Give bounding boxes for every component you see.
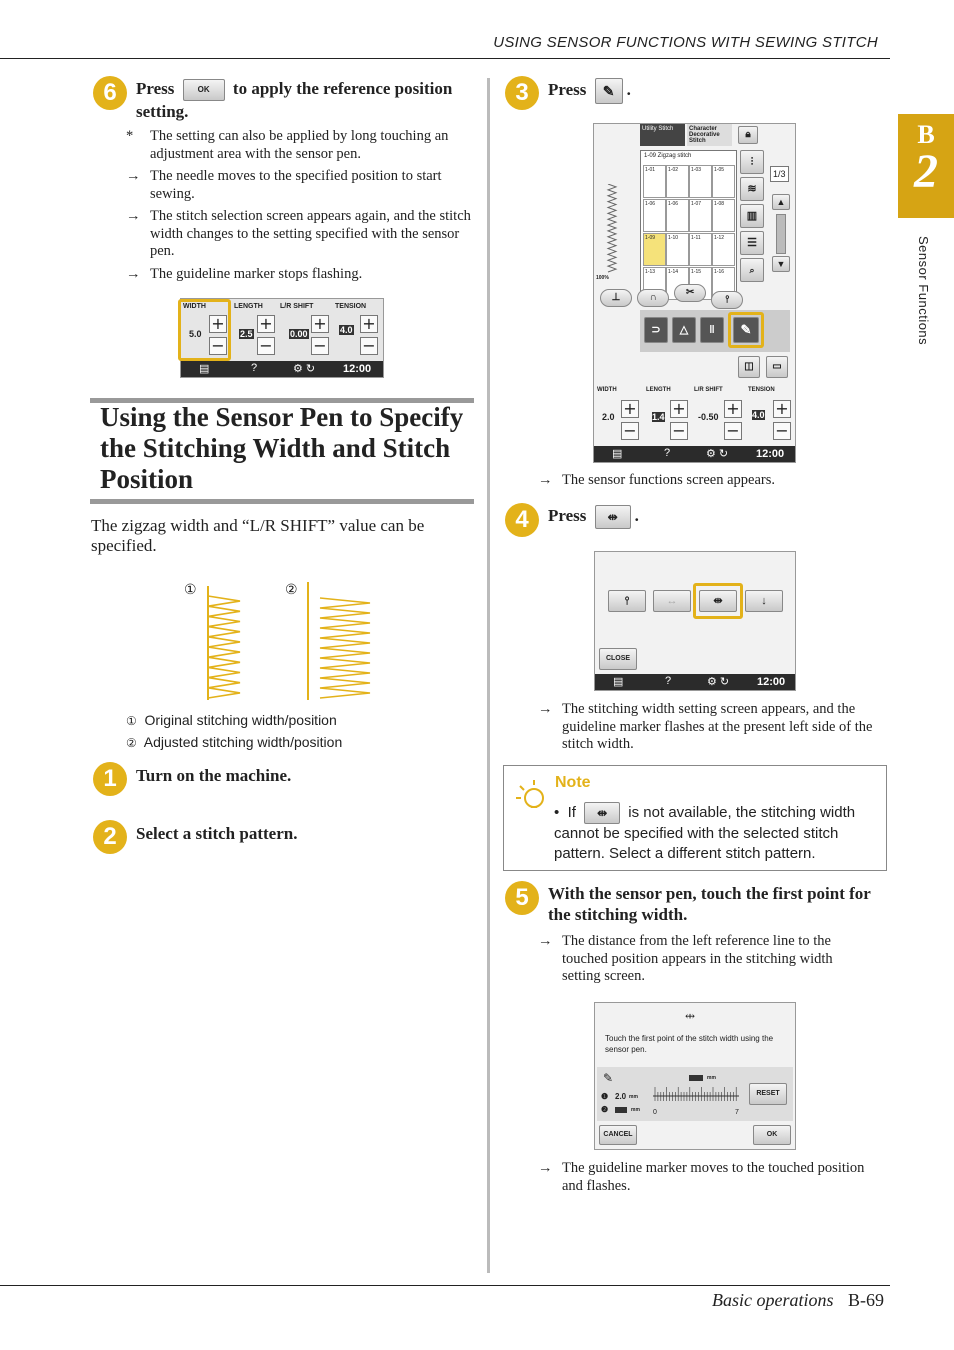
- document-icon: ▤: [613, 676, 624, 688]
- scroll-down-icon: ▼: [772, 256, 790, 272]
- pattern-cell[interactable]: 1-01: [643, 165, 666, 198]
- stitch-position-icon: ↔: [653, 590, 691, 612]
- tension-value: 4.0: [752, 410, 765, 420]
- document-icon: ▤: [199, 363, 210, 375]
- chapter-tab: [898, 114, 954, 218]
- stitch-width-icon: ⇹: [584, 802, 620, 824]
- zoom-level: 100%: [596, 275, 609, 281]
- legend-text: Adjusted stitching width/position: [143, 734, 343, 750]
- width-minus-icon: −: [621, 422, 639, 440]
- width-label: WIDTH: [183, 303, 206, 310]
- category-buttons: [740, 150, 764, 300]
- needle-position-icon: ⊥: [600, 289, 632, 307]
- pattern-cell[interactable]: 1-12: [712, 233, 735, 266]
- intro-text: The zigzag width and “L/R SHIFT” value can be specified.: [91, 516, 425, 555]
- memory-icon: ▭: [766, 356, 788, 378]
- clock: 12:00: [757, 676, 786, 688]
- point-1-value: 2.0: [615, 1092, 627, 1101]
- step-1-badge: 1: [93, 762, 127, 796]
- scrollbar: [776, 214, 786, 254]
- list-category-icon: ☰: [740, 231, 764, 255]
- callout-2: ②: [285, 581, 298, 597]
- sensor-pen-icon: ✎: [595, 78, 623, 104]
- width-value: 5.0: [189, 329, 202, 339]
- final-result: [538, 1160, 884, 1200]
- legend-item: [126, 732, 476, 754]
- list-text: The guideline marker moves to the touched position and flashes.: [562, 1160, 865, 1194]
- step-2-text: Select a stitch pattern.: [136, 824, 298, 843]
- step-6-press: Press: [136, 79, 175, 98]
- pattern-cell[interactable]: 1-06: [643, 199, 666, 232]
- twin-needle-icon: ‖: [700, 317, 724, 343]
- step-4-result: [538, 701, 884, 759]
- lr-minus-icon: −: [724, 422, 742, 440]
- header-rule: [0, 58, 890, 59]
- help-icon: ?: [664, 447, 671, 459]
- tab-character-decorative: Character Decorative Stitch: [687, 124, 732, 146]
- view-icon: ◫: [738, 356, 760, 378]
- list-text: The guideline marker stops flashing.: [150, 265, 363, 282]
- step-3-press: Press: [548, 79, 587, 99]
- chapter-letter: B: [917, 120, 935, 149]
- length-plus-icon: +: [670, 400, 688, 418]
- sensor-pen-icon: ✎: [603, 1071, 614, 1085]
- help-icon: ?: [665, 675, 672, 687]
- pattern-cell[interactable]: 1-10: [666, 233, 689, 266]
- lr-plus-icon: +: [724, 400, 742, 418]
- needle-position-icon: ⫯: [608, 590, 646, 612]
- tension-minus-icon: −: [773, 422, 791, 440]
- length-plus-icon: +: [257, 315, 275, 333]
- list-text: The needle moves to the specified position to start sewing.: [150, 168, 442, 202]
- needle-stop-icon: ⫯: [711, 291, 743, 309]
- arrow-icon: →: [538, 472, 553, 488]
- step-3-result: [538, 472, 888, 495]
- page-number: B-69: [848, 1290, 884, 1310]
- instruction-text: Touch the first point of the stitch width using the sensor pen.: [605, 1034, 774, 1054]
- status-bar: [594, 446, 795, 462]
- tension-plus-icon: +: [360, 315, 378, 333]
- title-rule-bottom: [90, 499, 474, 504]
- lock-icon: 🔒︎: [738, 126, 758, 144]
- width-panel: [597, 1067, 793, 1121]
- sensor-pen-button-icon: ✎: [733, 317, 759, 343]
- step-5-text: With the sensor pen, touch the first point for the stitching width.: [548, 884, 871, 924]
- pattern-cell[interactable]: 1-15: [689, 267, 712, 300]
- step-6-notes: [126, 128, 476, 288]
- chapter-number: 2: [914, 145, 938, 198]
- pattern-cell[interactable]: 1-13: [643, 267, 666, 300]
- ok-button[interactable]: OK: [753, 1125, 791, 1145]
- sensor-functions-screenshot: [594, 551, 796, 691]
- legend-item: [126, 710, 476, 732]
- pattern-cell[interactable]: 1-08: [712, 199, 735, 232]
- note-text: [554, 802, 884, 863]
- length-minus-icon: −: [257, 337, 275, 355]
- stitch-selection-screenshot: [593, 123, 796, 463]
- settings-icon: ⚙ ↻: [706, 448, 729, 460]
- width-plus-icon: +: [621, 400, 639, 418]
- column-divider: [487, 78, 490, 1273]
- point-2-marker: ❷: [601, 1105, 609, 1114]
- lr-shift-label: L/R SHIFT: [280, 303, 314, 310]
- list-item: [126, 168, 476, 203]
- step-4-text: [548, 505, 639, 529]
- footer-rule: [0, 1285, 890, 1286]
- arrow-icon: →: [538, 1160, 553, 1176]
- list-item: [538, 933, 858, 986]
- note-if: If: [567, 803, 576, 821]
- list-marker: →: [126, 168, 141, 184]
- tension-value: 4.0: [340, 325, 353, 335]
- step-5-badge: 5: [505, 881, 539, 915]
- help-icon: ?: [251, 362, 258, 374]
- note-body: is not available, the stitching width cannot be specified with the selected stitch pattern. Select a different stitch pattern.: [554, 803, 856, 862]
- list-item: [126, 208, 476, 261]
- step-3-period: .: [626, 79, 631, 99]
- step-2-badge: 2: [93, 820, 127, 854]
- tab-utility-stitch: Utility Stitch: [640, 124, 685, 146]
- reset-button[interactable]: RESET: [749, 1083, 787, 1105]
- list-text: The distance from the left reference line to the touched position appears in the stitching width setting screen.: [562, 933, 833, 984]
- running-header: USING SENSOR FUNCTIONS WITH SEWING STITCH: [493, 34, 878, 51]
- stitch-width-icon: ⇹: [685, 1009, 696, 1023]
- pattern-cell[interactable]: 1-03: [689, 165, 712, 198]
- step-1-text: Turn on the machine.: [136, 766, 292, 785]
- point-1-marker: ❶: [601, 1092, 609, 1101]
- scroll-up-icon: ▲: [772, 194, 790, 210]
- list-item: [538, 1160, 884, 1195]
- legend-text: Original stitching width/position: [144, 712, 337, 728]
- mirror-icon: △: [672, 317, 696, 343]
- lr-plus-icon: +: [311, 315, 329, 333]
- pattern-cell[interactable]: 1-06: [666, 199, 689, 232]
- step-6-badge: 6: [93, 76, 127, 110]
- stitch-preview: [604, 184, 624, 274]
- legend-marker: ①: [126, 714, 137, 728]
- note-bullet: •: [554, 803, 560, 821]
- length-value: 1.4: [652, 412, 665, 422]
- width-setting-screenshot: [594, 1002, 796, 1150]
- note-box: [503, 765, 887, 871]
- lr-minus-icon: −: [311, 337, 329, 355]
- width-label: WIDTH: [597, 387, 617, 393]
- length-value: 2.5: [240, 329, 253, 339]
- buttonhole-category-icon: ▥: [740, 204, 764, 228]
- step-5-result: [538, 933, 858, 991]
- close-button[interactable]: CLOSE: [599, 648, 637, 670]
- document-icon: ▤: [612, 448, 623, 460]
- lr-shift-value: 0.00: [290, 329, 308, 339]
- pattern-cell[interactable]: 1-07: [689, 199, 712, 232]
- callout-1: ①: [184, 581, 197, 597]
- pattern-caption: 1-09 Zigzag stitch: [644, 153, 692, 159]
- length-label: LENGTH: [646, 387, 671, 393]
- list-item: [538, 472, 888, 490]
- width-readout: [689, 1075, 703, 1081]
- figure-legend: [126, 710, 476, 754]
- list-marker: →: [126, 265, 141, 282]
- pattern-cell[interactable]: 1-09: [643, 233, 666, 266]
- stitch-width-button-icon: ⇹: [699, 590, 737, 612]
- lr-shift-value: -0.50: [698, 412, 719, 422]
- status-bar: [595, 674, 795, 690]
- tension-plus-icon: +: [773, 400, 791, 418]
- list-text: The stitch selection screen appears again, and the stitch width changes to the setting specified with the sensor pen.: [150, 208, 471, 259]
- cancel-button[interactable]: CANCEL: [599, 1125, 637, 1145]
- pattern-cell[interactable]: 1-14: [666, 267, 689, 300]
- pattern-cell[interactable]: 1-11: [689, 233, 712, 266]
- scale-max: 7: [735, 1109, 739, 1116]
- guideline-icon: ↓: [745, 590, 783, 612]
- page-indicator: 1/3: [770, 166, 789, 182]
- zigzag-category-icon: ⫶: [740, 150, 764, 174]
- width-unit: mm: [707, 1075, 716, 1081]
- ok-button-icon: OK: [183, 79, 225, 101]
- step-6-text: [136, 78, 476, 122]
- clock: 12:00: [756, 448, 785, 460]
- legend-marker: ②: [126, 736, 137, 750]
- step-3-text: [548, 78, 631, 104]
- zigzag-figure: [200, 580, 380, 705]
- list-text: The setting can also be applied by long touching an adjustment area with the sensor pen.: [150, 128, 449, 162]
- search-icon: ⌕: [740, 258, 764, 282]
- pattern-cell[interactable]: 1-05: [712, 165, 735, 198]
- note-title: Note: [555, 774, 591, 791]
- page-footer: [712, 1290, 884, 1311]
- width-scale: [653, 1085, 739, 1107]
- list-text: The sensor functions screen appears.: [562, 472, 775, 488]
- lightbulb-icon: [514, 780, 548, 814]
- width-minus-icon: −: [209, 337, 227, 355]
- arrow-icon: →: [538, 933, 553, 949]
- settings-icon: ⚙ ↻: [707, 676, 730, 688]
- step-4-press: Press: [548, 506, 587, 525]
- arrow-icon: →: [538, 701, 553, 717]
- scale-min: 0: [653, 1109, 657, 1116]
- step-4-badge: 4: [505, 503, 539, 537]
- point-1-unit: mm: [629, 1094, 638, 1100]
- point-2-value: [615, 1107, 627, 1113]
- chevron-category-icon: ≋: [740, 177, 764, 201]
- side-label: Sensor Functions: [916, 236, 931, 346]
- point-2-unit: mm: [631, 1107, 640, 1113]
- width-plus-icon: +: [209, 315, 227, 333]
- status-bar: [181, 361, 383, 377]
- step-6-instruction: to apply the reference position setting.: [136, 79, 453, 122]
- pattern-cell[interactable]: 1-16: [712, 267, 735, 300]
- clock: 12:00: [343, 363, 372, 375]
- lr-shift-label: L/R SHIFT: [694, 387, 723, 393]
- stitch-width-icon: ⇹: [595, 505, 631, 529]
- pattern-grid: [640, 150, 737, 300]
- step-4-period: .: [634, 506, 639, 525]
- list-text: The stitching width setting screen appears, and the guideline marker flashes at the present left side of the stitch width.: [562, 701, 873, 752]
- section-title: Using the Sensor Pen to Specify the Stitching Width and Stitch Position: [100, 402, 464, 494]
- tension-label: TENSION: [748, 387, 775, 393]
- width-value: 2.0: [602, 412, 615, 422]
- list-marker: *: [126, 128, 134, 144]
- list-item: [126, 266, 476, 284]
- list-item: [538, 701, 884, 754]
- function-bar: [640, 310, 790, 352]
- settings-panel-screenshot: [180, 298, 384, 378]
- settings-icon: ⚙ ↻: [293, 363, 316, 375]
- list-marker: →: [126, 208, 141, 224]
- reverse-icon: ∩: [637, 289, 669, 307]
- thread-icon: ⊃: [644, 317, 668, 343]
- tension-label: TENSION: [335, 303, 367, 310]
- footer-section: Basic operations: [712, 1290, 834, 1310]
- pattern-cell[interactable]: 1-02: [666, 165, 689, 198]
- list-item: [126, 128, 476, 163]
- length-minus-icon: −: [670, 422, 688, 440]
- tension-minus-icon: −: [360, 337, 378, 355]
- length-label: LENGTH: [234, 303, 263, 310]
- step-3-badge: 3: [505, 76, 539, 110]
- scissors-icon: ✂: [674, 284, 706, 302]
